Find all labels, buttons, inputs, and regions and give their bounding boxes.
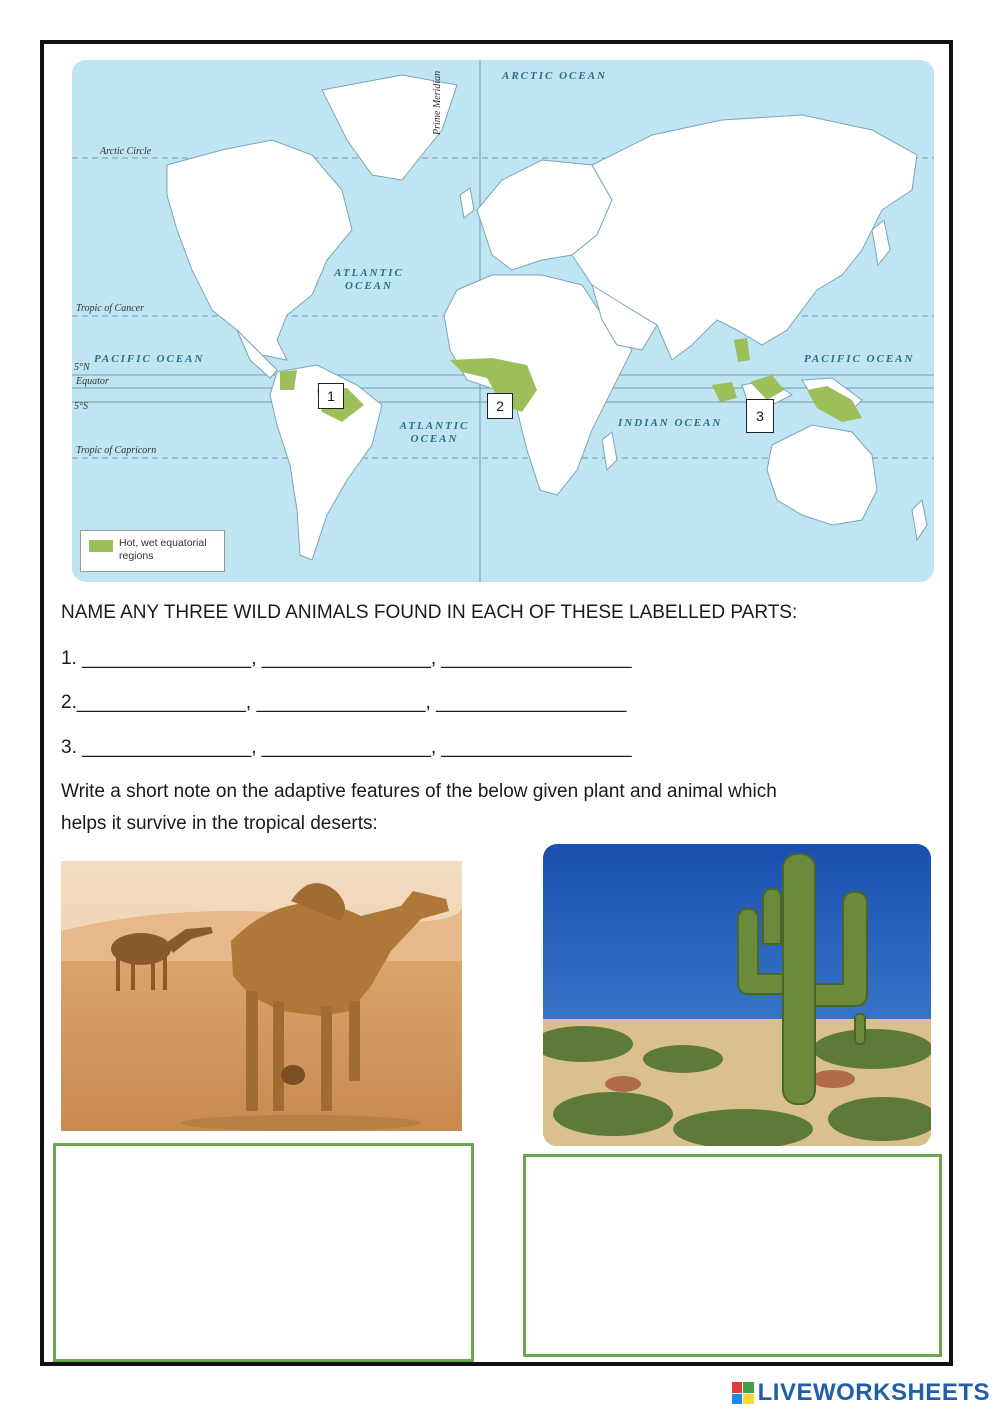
question-1-heading: NAME ANY THREE WILD ANIMALS FOUND IN EACH OF THESE LABELLED PARTS: xyxy=(61,602,798,623)
arctic-circle-label: Arctic Circle xyxy=(100,146,152,157)
camel-answer-box[interactable] xyxy=(53,1143,474,1362)
camel-photo xyxy=(61,861,462,1131)
atlantic-ocean-south-label: ATLANTIC OCEAN xyxy=(399,420,470,445)
arctic-ocean-label: ARCTIC OCEAN xyxy=(502,70,607,82)
question-2-line-1: Write a short note on the adaptive features of the below given plant and animal which xyxy=(61,781,777,802)
liveworksheets-logo-icon xyxy=(732,1382,754,1404)
liveworksheets-brand[interactable]: LIVEWORKSHEETS xyxy=(757,1379,990,1406)
region-number-3: 3 xyxy=(746,399,774,433)
answer-line-3[interactable]: 3. ________________, ________________, __________________ xyxy=(61,737,632,758)
answer-line-1[interactable]: 1. ________________, ________________, __________________ xyxy=(61,648,632,669)
cactus-photo xyxy=(543,844,931,1146)
cactus-illustration xyxy=(543,844,931,1146)
five-south-label: 5°S xyxy=(74,401,88,412)
camel-illustration xyxy=(61,861,462,1131)
footer-branding xyxy=(732,1378,990,1408)
region-number-1: 1 xyxy=(318,383,344,409)
pacific-ocean-west-label: PACIFIC OCEAN xyxy=(94,353,205,365)
answer-line-2[interactable]: 2.________________, ________________, __________________ xyxy=(61,692,627,713)
world-map-graphic xyxy=(72,60,934,582)
cactus-answer-box[interactable] xyxy=(523,1154,942,1357)
atlantic-ocean-north-label: ATLANTIC OCEAN xyxy=(334,267,404,292)
indian-ocean-label: INDIAN OCEAN xyxy=(618,417,723,429)
world-map xyxy=(72,60,934,582)
equator-label: Equator xyxy=(76,376,109,387)
region-number-2: 2 xyxy=(487,393,513,419)
prime-meridian-label: Prime Meridian xyxy=(432,70,443,135)
five-north-label: 5°N xyxy=(74,362,90,373)
tropic-of-cancer-label: Tropic of Cancer xyxy=(76,303,144,314)
tropic-of-capricorn-label: Tropic of Capricorn xyxy=(76,445,157,456)
map-legend xyxy=(80,530,225,572)
pacific-ocean-east-label: PACIFIC OCEAN xyxy=(804,353,915,365)
question-2-line-2: helps it survive in the tropical deserts: xyxy=(61,813,378,834)
legend-swatch xyxy=(89,540,113,552)
legend-text: Hot, wet equatorial regions xyxy=(119,537,207,562)
